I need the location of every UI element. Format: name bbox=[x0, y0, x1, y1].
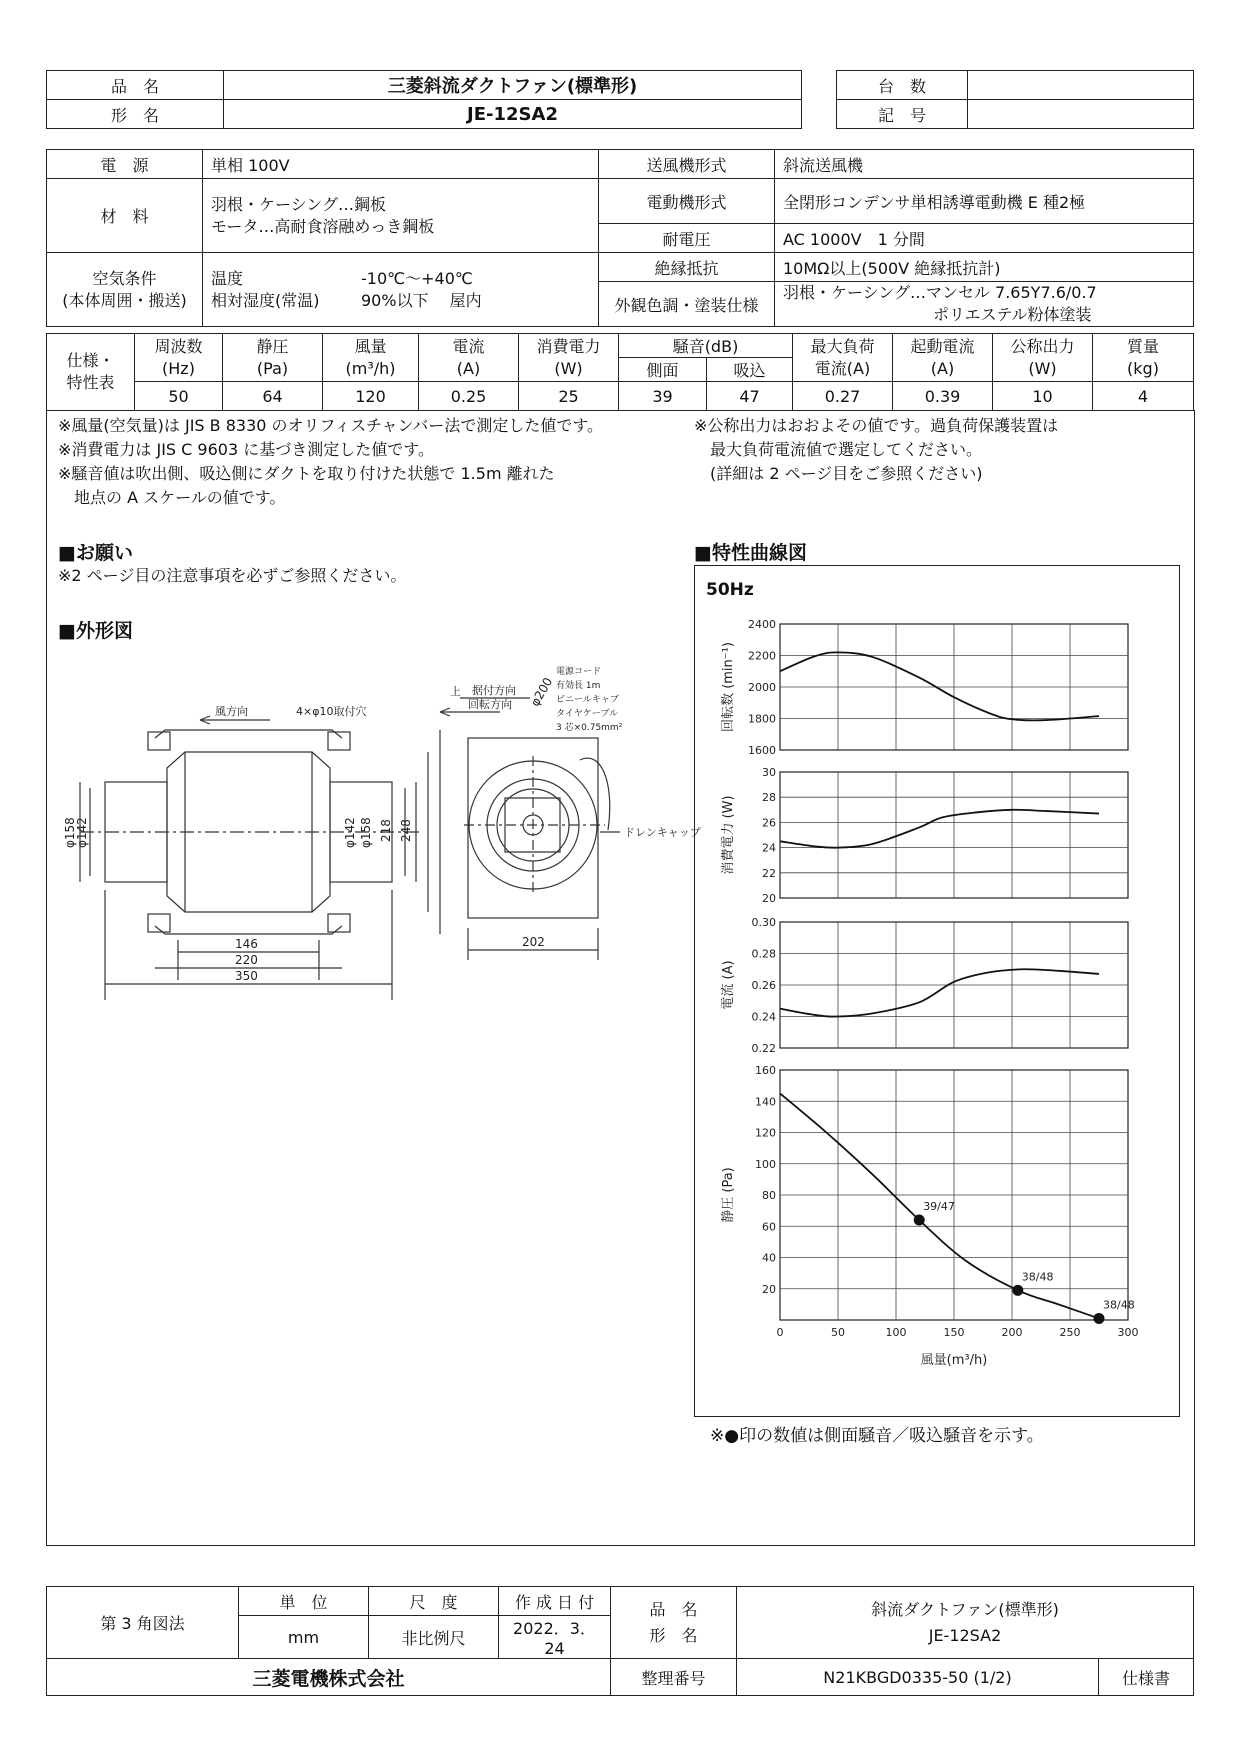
chart-panel-2 bbox=[720, 766, 1128, 905]
footer-ref: N21KBGD0335-50 (1/2) bbox=[737, 1659, 1099, 1696]
data-point bbox=[1094, 1313, 1105, 1324]
cord-label-2: 有効長 1m bbox=[556, 681, 601, 691]
color-label: 外観色調・塗装仕様 bbox=[599, 282, 775, 327]
perf-value-mass: 4 bbox=[1093, 382, 1194, 411]
footer-date: 2022．3．24 bbox=[499, 1616, 611, 1659]
blower-type-value: 斜流送風機 bbox=[775, 150, 1194, 179]
insulation-value: 10MΩ以上(500V 絶縁抵抗計) bbox=[775, 253, 1194, 282]
y-tick-label: 100 bbox=[755, 1157, 776, 1171]
material-line-1: 羽根・ケーシング…鋼板 bbox=[211, 194, 386, 214]
y-tick-label: 80 bbox=[762, 1189, 776, 1202]
qty-table bbox=[836, 70, 1194, 129]
perf-table bbox=[46, 333, 1194, 411]
data-point-label: 38/48 bbox=[1103, 1298, 1135, 1312]
y-axis-label: 静圧 (Pa) bbox=[721, 1167, 736, 1223]
power-label: 電 源 bbox=[47, 150, 203, 179]
dim-d142-left: φ142 bbox=[75, 817, 89, 848]
y-tick-label: 24 bbox=[762, 841, 776, 855]
characteristic-chart bbox=[694, 600, 1178, 1400]
x-tick-label: 250 bbox=[1059, 1326, 1081, 1339]
y-tick-label: 140 bbox=[755, 1095, 776, 1109]
footer-scale-label: 尺 度 bbox=[369, 1587, 499, 1616]
footer-name: 斜流ダクトファン(標準形) bbox=[871, 1599, 1059, 1619]
perf-value-noise-side: 39 bbox=[619, 382, 707, 411]
footer-doc-type: 仕様書 bbox=[1099, 1659, 1194, 1696]
perf-row-label-1: 仕様・ bbox=[66, 351, 115, 370]
product-name: 三菱斜流ダクトファン(標準形) bbox=[224, 71, 802, 100]
humidity-label: 相対湿度(常温) bbox=[211, 290, 320, 310]
perf-value-max-current: 0.27 bbox=[793, 382, 893, 411]
notes-left bbox=[58, 414, 603, 510]
y-axis-label: 電流 (A) bbox=[721, 960, 736, 1010]
y-tick-label: 0.26 bbox=[751, 979, 776, 992]
perf-value-noise-intake: 47 bbox=[707, 382, 793, 411]
air-condition-label bbox=[47, 253, 203, 327]
data-point bbox=[1012, 1285, 1023, 1296]
data-point bbox=[914, 1215, 925, 1226]
dim-h218: 218 bbox=[379, 819, 393, 842]
material-label: 材 料 bbox=[47, 179, 203, 253]
dim-w202: 202 bbox=[522, 935, 545, 949]
note-power: ※消費電力は JIS C 9603 に基づき測定した値です。 bbox=[58, 440, 434, 459]
product-name-label: 品 名 bbox=[47, 71, 224, 100]
perf-header-start-current: 起動電流 (A) bbox=[893, 334, 993, 382]
symbol-value bbox=[968, 100, 1194, 129]
curve-footnote: ※●印の数値は側面騒音／吸込騒音を示す。 bbox=[710, 1426, 1044, 1446]
dim-w350: 350 bbox=[235, 969, 258, 983]
air-label-1: 空気条件 bbox=[92, 268, 157, 288]
chart-panel-4 bbox=[720, 1064, 1139, 1368]
y-tick-label: 1600 bbox=[748, 744, 776, 757]
note-output-2: 最大負荷電流値で選定してください。 bbox=[694, 440, 983, 459]
y-tick-label: 1800 bbox=[748, 712, 776, 726]
y-tick-label: 2400 bbox=[748, 618, 776, 631]
y-tick-label: 20 bbox=[762, 892, 776, 905]
series-line bbox=[780, 810, 1099, 848]
dim-d158-left: φ158 bbox=[63, 817, 77, 848]
series-line bbox=[780, 969, 1099, 1016]
wind-direction-label: 風方向 bbox=[215, 705, 248, 718]
y-tick-label: 22 bbox=[762, 866, 776, 880]
symbol-label: 記 号 bbox=[837, 100, 968, 129]
perf-header-freq: 周波数 (Hz) bbox=[135, 334, 223, 382]
air-condition-value bbox=[203, 253, 599, 327]
y-tick-label: 26 bbox=[762, 816, 776, 830]
footer-name-label: 品 名 bbox=[649, 1599, 698, 1619]
footer-ref-label: 整理番号 bbox=[611, 1659, 737, 1696]
chart-panel-1 bbox=[720, 618, 1128, 757]
chart-panel-3 bbox=[720, 916, 1128, 1055]
data-point-label: 38/48 bbox=[1021, 1270, 1054, 1284]
material-line-2: モータ…高耐食溶融めっき鋼板 bbox=[211, 216, 435, 236]
y-tick-label: 28 bbox=[762, 791, 776, 805]
spec-table bbox=[46, 149, 1194, 327]
qty-label: 台 数 bbox=[837, 71, 968, 100]
perf-value-power: 25 bbox=[519, 382, 619, 411]
qty-value bbox=[968, 71, 1194, 100]
mount-holes-label: 4×φ10取付穴 bbox=[296, 705, 367, 718]
perf-header-current: 電流 (A) bbox=[419, 334, 519, 382]
data-point-label: 39/47 bbox=[923, 1200, 955, 1213]
y-axis-label: 消費電力 (W) bbox=[721, 795, 736, 875]
dim-w146: 146 bbox=[235, 937, 258, 951]
humidity-value: 90%以下 屋内 bbox=[361, 290, 482, 310]
model-name: JE-12SA2 bbox=[224, 100, 802, 129]
material-value bbox=[203, 179, 599, 253]
cord-label-1: 電源コード bbox=[556, 667, 602, 677]
perf-header-mass: 質量 (kg) bbox=[1093, 334, 1194, 382]
model-label: 形 名 bbox=[47, 100, 224, 129]
perf-value-start-current: 0.39 bbox=[893, 382, 993, 411]
temp-label: 温度 bbox=[211, 268, 244, 288]
x-axis-label: 風量(m³/h) bbox=[920, 1353, 988, 1368]
perf-header-noise: 騒音(dB) bbox=[619, 334, 793, 358]
dim-d142-right: φ142 bbox=[343, 817, 357, 848]
footer-name-values bbox=[737, 1587, 1194, 1659]
note-airflow: ※風量(空気量)は JIS B 8330 のオリフィスチャンバー法で測定した値です。 bbox=[58, 416, 604, 435]
y-tick-label: 20 bbox=[762, 1282, 776, 1296]
perf-value-output: 10 bbox=[993, 382, 1093, 411]
note-output-1: ※公称出力はおおよその値です。過負荷保護装置は bbox=[694, 416, 1059, 435]
y-tick-label: 0.28 bbox=[751, 947, 776, 961]
request-text: ※2 ページ目の注意事項を必ずご参照ください。 bbox=[58, 566, 407, 585]
footer-date-label: 作 成 日 付 bbox=[499, 1587, 611, 1616]
y-tick-label: 160 bbox=[755, 1064, 776, 1077]
color-line-2: ポリエステル粉体塗装 bbox=[933, 305, 1092, 324]
footer-unit-label: 単 位 bbox=[239, 1587, 369, 1616]
withstand-value: AC 1000V 1 分間 bbox=[775, 224, 1194, 253]
footer-name-labels bbox=[611, 1587, 737, 1659]
perf-row-label-2: 特性表 bbox=[66, 373, 115, 392]
footer-model-label: 形 名 bbox=[649, 1625, 698, 1645]
curve-title: ■特性曲線図 bbox=[694, 542, 807, 564]
y-tick-label: 2000 bbox=[748, 681, 776, 694]
perf-header-power: 消費電力 (W) bbox=[519, 334, 619, 382]
x-tick-label: 50 bbox=[831, 1326, 845, 1339]
up-label: 上 bbox=[450, 685, 461, 698]
y-axis-label: 回転数 (min⁻¹) bbox=[721, 642, 736, 732]
notes-right bbox=[694, 414, 1058, 486]
temp-value: -10℃～+40℃ bbox=[361, 268, 473, 288]
cord-label-4: タイヤケーブル bbox=[556, 709, 619, 719]
cord-label-3: ビニールキャブ bbox=[556, 695, 619, 705]
header-table bbox=[46, 70, 802, 129]
perf-header-airflow: 風量 (m³/h) bbox=[323, 334, 419, 382]
note-output-3: (詳細は 2 ページ目をご参照ください) bbox=[694, 464, 983, 483]
request-title: ■お願い bbox=[58, 542, 133, 564]
dim-w220: 220 bbox=[235, 953, 258, 967]
footer-projection: 第 3 角図法 bbox=[47, 1587, 239, 1659]
perf-header-output: 公称出力 (W) bbox=[993, 334, 1093, 382]
footer-unit: mm bbox=[239, 1616, 369, 1659]
series-line bbox=[780, 652, 1099, 720]
y-tick-label: 0.24 bbox=[751, 1010, 776, 1024]
perf-value-current: 0.25 bbox=[419, 382, 519, 411]
footer-scale: 非比例尺 bbox=[369, 1616, 499, 1659]
blower-type-label: 送風機形式 bbox=[599, 150, 775, 179]
y-tick-label: 0.30 bbox=[751, 916, 776, 929]
withstand-label: 耐電圧 bbox=[599, 224, 775, 253]
curve-frequency: 50Hz bbox=[706, 580, 754, 600]
y-tick-label: 120 bbox=[755, 1126, 776, 1140]
rotation-direction-label: 回転方向 bbox=[468, 698, 512, 711]
y-tick-label: 0.22 bbox=[751, 1042, 776, 1055]
air-label-2: (本体周囲・搬送) bbox=[62, 290, 187, 310]
y-tick-label: 2200 bbox=[748, 649, 776, 663]
perf-value-pressure: 64 bbox=[223, 382, 323, 411]
diameter-200-label: φ200 bbox=[527, 675, 556, 709]
perf-header-noise-intake: 吸込 bbox=[707, 358, 793, 382]
footer-model: JE-12SA2 bbox=[928, 1625, 1002, 1645]
cord-label-5: 3 芯×0.75mm² bbox=[556, 723, 623, 733]
perf-header-noise-side: 側面 bbox=[619, 358, 707, 382]
x-tick-label: 150 bbox=[943, 1326, 965, 1339]
outline-title: ■外形図 bbox=[58, 620, 133, 642]
y-tick-label: 30 bbox=[762, 766, 776, 779]
x-tick-label: 200 bbox=[1001, 1326, 1023, 1339]
dim-h248: 248 bbox=[399, 819, 413, 842]
outline-drawing bbox=[60, 660, 701, 1000]
perf-header-max-current: 最大負荷 電流(A) bbox=[793, 334, 893, 382]
x-tick-label: 0 bbox=[776, 1326, 784, 1339]
drain-cap-label: ドレンキャップ bbox=[624, 826, 701, 839]
power-value: 単相 100V bbox=[203, 150, 599, 179]
note-noise-1: ※騒音値は吹出側、吸込側にダクトを取り付けた状態で 1.5m 離れた bbox=[58, 464, 555, 483]
color-value bbox=[775, 282, 1194, 327]
color-line-1: 羽根・ケーシング…マンセル 7.65Y7.6/0.7 bbox=[783, 283, 1097, 302]
perf-value-freq: 50 bbox=[135, 382, 223, 411]
mount-direction-label: 据付方向 bbox=[472, 684, 516, 697]
y-tick-label: 60 bbox=[762, 1220, 776, 1234]
insulation-label: 絶縁抵抗 bbox=[599, 253, 775, 282]
motor-type-value: 全閉形コンデンサ単相誘導電動機 E 種2極 bbox=[775, 179, 1194, 224]
perf-value-airflow: 120 bbox=[323, 382, 419, 411]
footer-company: 三菱電機株式会社 bbox=[47, 1659, 611, 1696]
footer-table bbox=[46, 1586, 1194, 1696]
perf-row-label bbox=[47, 334, 135, 411]
x-tick-label: 100 bbox=[885, 1326, 907, 1339]
y-tick-label: 40 bbox=[762, 1251, 776, 1265]
dim-d158-right: φ158 bbox=[359, 817, 373, 848]
motor-type-label: 電動機形式 bbox=[599, 179, 775, 224]
note-noise-2: 地点の A スケールの値です。 bbox=[58, 488, 286, 507]
perf-header-pressure: 静圧 (Pa) bbox=[223, 334, 323, 382]
x-tick-label: 300 bbox=[1117, 1326, 1139, 1339]
